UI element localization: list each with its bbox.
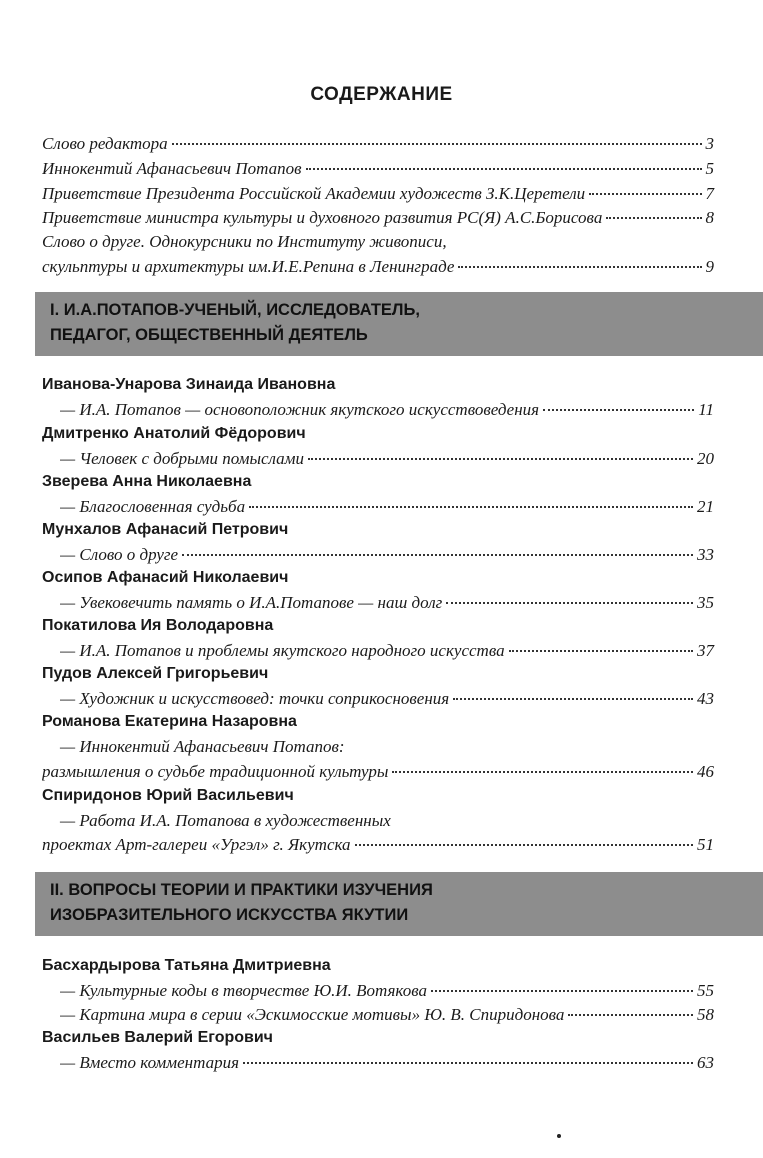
entry-title: — Картина мира в серии «Эскимосские мотивы» Ю. В. Спиридонова (60, 1005, 565, 1024)
entry-title-line: — Работа И.А. Потапова в художественных (60, 811, 391, 830)
author-name: Спиридонов Юрий Васильевич (42, 787, 294, 804)
author-name: Зверева Анна Николаевна (42, 473, 252, 490)
page-number: 9 (705, 257, 714, 276)
toc-entry[interactable] (60, 1052, 714, 1074)
author-name: Покатилова Ия Володаровна (42, 617, 274, 634)
page-number: 3 (705, 134, 714, 153)
dot-leader (308, 458, 693, 460)
dot-leader (172, 143, 702, 145)
entry-title: скульптуры и архитектуры им.И.Е.Репина в Ленинграде (42, 257, 455, 276)
page-number: 5 (705, 159, 714, 178)
toc-entry-intro[interactable] (42, 133, 714, 155)
section-title-line: I. И.А.ПОТАПОВ-УЧЕНЫЙ, ИССЛЕДОВАТЕЛЬ, (50, 301, 420, 319)
page-title: СОДЕРЖАНИЕ (310, 84, 453, 105)
toc-entry[interactable] (60, 688, 714, 710)
entry-title: проектах Арт-галереи «Ургэл» г. Якутска (42, 835, 351, 854)
entry-title: — Увековечить память о И.А.Потапове — наш долг (60, 593, 443, 612)
dot-leader (458, 266, 701, 268)
entry-title: — Благословенная судьба (60, 497, 246, 516)
page-number: 20 (697, 449, 714, 468)
toc-entry[interactable] (60, 399, 714, 421)
toc-entry[interactable] (42, 834, 714, 856)
dot-leader (392, 771, 693, 773)
section-header (35, 872, 763, 936)
page-number: 46 (697, 762, 714, 781)
entry-title-line: — Иннокентий Афанасьевич Потапов: (60, 737, 345, 756)
author-name: Васильев Валерий Егорович (42, 1029, 273, 1046)
author-name: Басхардырова Татьяна Дмитриевна (42, 957, 331, 974)
section-title-line: ИЗОБРАЗИТЕЛЬНОГО ИСКУССТВА ЯКУТИИ (50, 906, 409, 924)
section-title-line: II. ВОПРОСЫ ТЕОРИИ И ПРАКТИКИ ИЗУЧЕНИЯ (50, 881, 433, 899)
page-number: 43 (697, 689, 714, 708)
page-number: 21 (697, 497, 714, 516)
page-number: 58 (697, 1005, 714, 1024)
entry-title: — И.А. Потапов и проблемы якутского народного искусства (60, 641, 505, 660)
section-title-line: ПЕДАГОГ, ОБЩЕСТВЕННЫЙ ДЕЯТЕЛЬ (50, 326, 368, 344)
toc-entry-intro[interactable] (42, 183, 714, 205)
page-number: 8 (705, 208, 714, 227)
entry-title-line: Слово о друге. Однокурсники по Институту живописи, (42, 232, 447, 251)
page-number: 51 (697, 835, 714, 854)
page-number: 37 (697, 641, 714, 660)
entry-title: — Художник и искусствовед: точки соприкосновения (60, 689, 450, 708)
author-name: Пудов Алексей Григорьевич (42, 665, 269, 682)
dot-leader (568, 1014, 693, 1016)
dot-leader (543, 409, 694, 411)
author-name: Дмитренко Анатолий Фёдорович (42, 425, 306, 442)
entry-title: — Культурные коды в творчестве Ю.И. Вотякова (60, 981, 427, 1000)
toc-entry[interactable] (60, 1004, 714, 1026)
entry-title: Слово редактора (42, 134, 168, 153)
dot-leader (249, 506, 693, 508)
page-number: 7 (705, 184, 714, 203)
entry-title: Приветствие министра культуры и духовного развития РС(Я) А.С.Борисова (42, 208, 603, 227)
dot-leader (355, 844, 693, 846)
author-name: Осипов Афанасий Николаевич (42, 569, 289, 586)
entry-title: Приветствие Президента Российской Академии художеств З.К.Церетели (42, 184, 586, 203)
toc-entry[interactable] (42, 761, 714, 783)
toc-entry[interactable] (60, 448, 714, 470)
entry-title: размышления о судьбе традиционной культуры (42, 762, 389, 781)
dot-leader (453, 698, 693, 700)
dot-leader (431, 990, 693, 992)
entry-title: — И.А. Потапов — основоположник якутского искусствоведения (60, 400, 540, 419)
page-number: 63 (697, 1053, 714, 1072)
section-header (35, 292, 763, 356)
toc-entry[interactable] (60, 640, 714, 662)
entry-title: Иннокентий Афанасьевич Потапов (42, 159, 302, 178)
toc-entry-intro[interactable] (42, 256, 714, 278)
author-name: Иванова-Унарова Зинаида Ивановна (42, 376, 336, 393)
page-number: 35 (697, 593, 714, 612)
entry-title: — Слово о друге (60, 545, 179, 564)
page-number: 33 (697, 545, 714, 564)
author-name: Романова Екатерина Назаровна (42, 713, 297, 730)
dot-leader (306, 168, 702, 170)
dot-leader (243, 1062, 693, 1064)
print-speck (557, 1134, 561, 1138)
toc-entry[interactable] (60, 496, 714, 518)
dot-leader (589, 193, 701, 195)
author-name: Мунхалов Афанасий Петрович (42, 521, 289, 538)
entry-title: — Вместо комментария (60, 1053, 239, 1072)
page-number: 55 (697, 981, 714, 1000)
toc-entry[interactable] (60, 544, 714, 566)
dot-leader (606, 217, 701, 219)
dot-leader (182, 554, 693, 556)
toc-entry-intro[interactable] (42, 158, 714, 180)
dot-leader (509, 650, 693, 652)
page-number: 11 (698, 400, 714, 419)
dot-leader (446, 602, 693, 604)
toc-entry[interactable] (60, 592, 714, 614)
entry-title: — Человек с добрыми помыслами (60, 449, 305, 468)
toc-entry-intro[interactable] (42, 207, 714, 229)
toc-entry[interactable] (60, 980, 714, 1002)
